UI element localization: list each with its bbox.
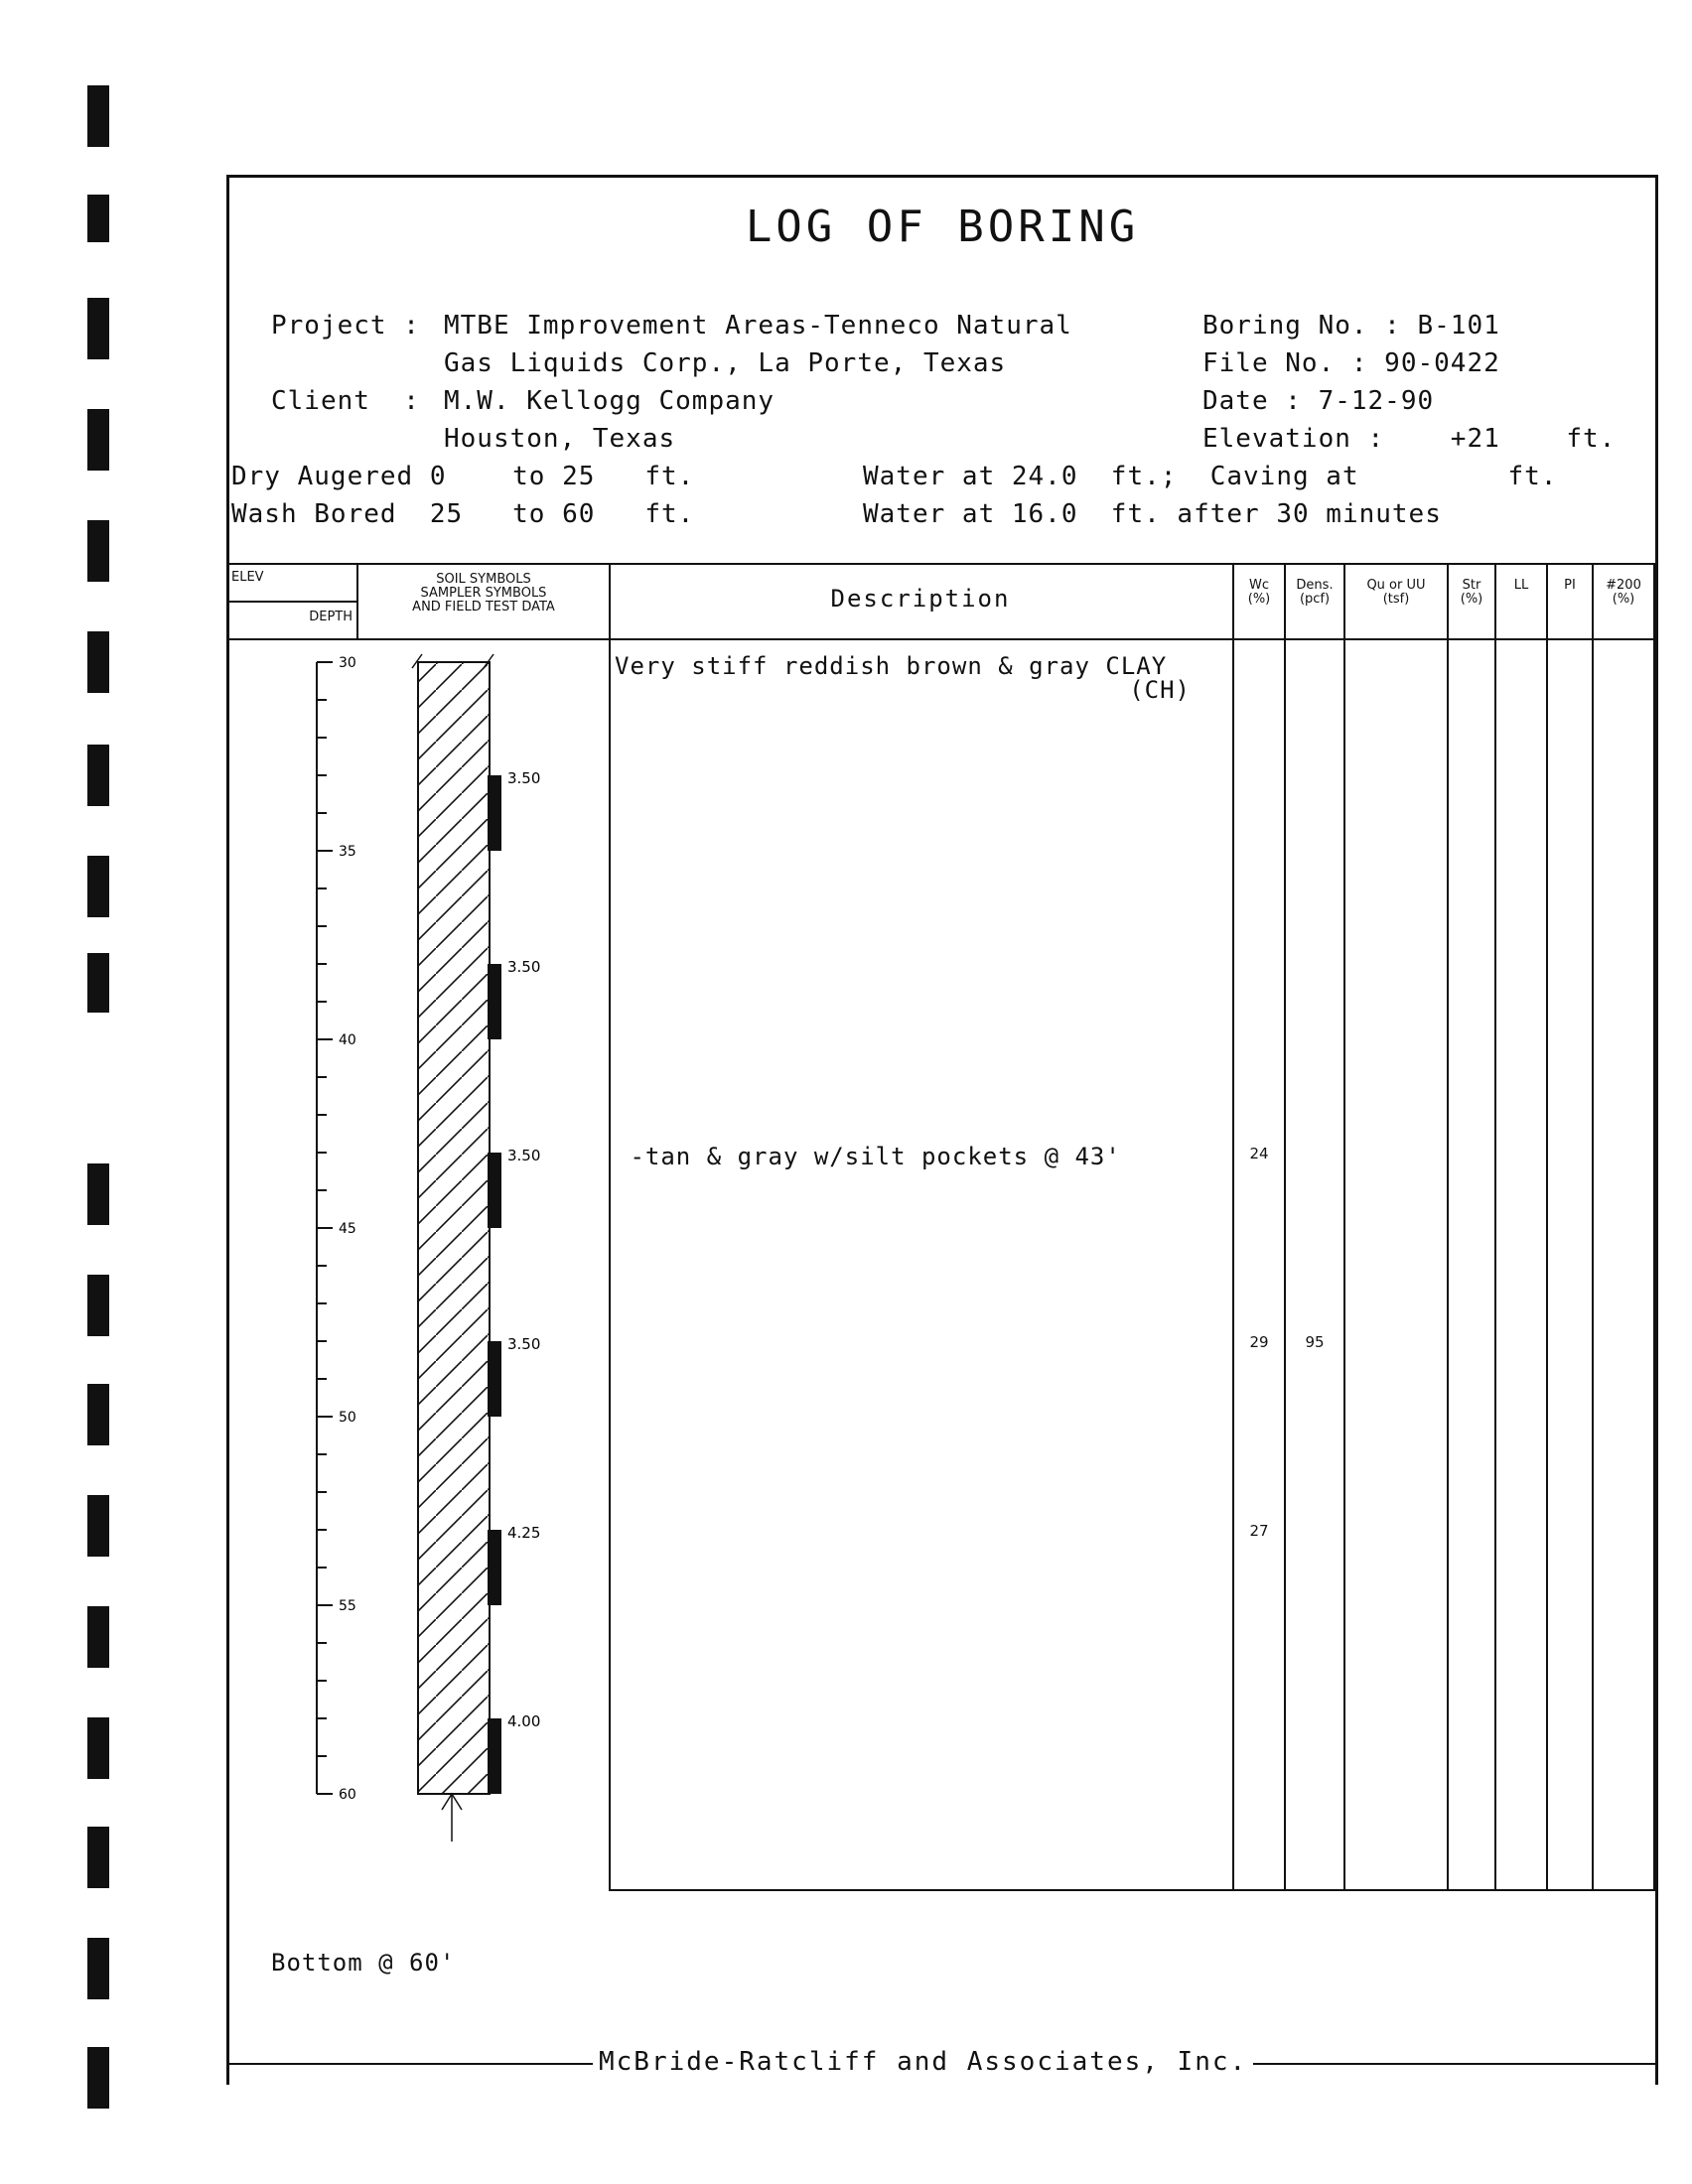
dens-value: 95 [1305,1333,1325,1351]
water-level-1: Water at 24.0 ft.; Caving at ft. [863,462,1558,491]
depth-tick-label: 50 [339,1410,356,1426]
sampler-symbols [488,769,540,1794]
wc-value: 29 [1249,1333,1269,1351]
binder-mark [87,1717,109,1779]
client-line-1: M.W. Kellogg Company [444,386,776,416]
soil-symbols-header [358,573,609,614]
client-label: Client : [271,386,420,416]
binder-mark [87,1163,109,1225]
soil-header-line: SAMPLER SYMBOLS [420,586,547,601]
soil-header-line: AND FIELD TEST DATA [412,600,555,614]
table-bottom-border [609,1889,1655,1891]
qu-header [1345,579,1447,607]
binder-mark [87,85,109,147]
depth-tick-label: 60 [339,1787,356,1803]
col-divider [1592,563,1594,1891]
sampler-symbol [488,1718,501,1794]
depth-tick-label: 30 [339,655,356,671]
log-date: Date : 7-12-90 [1202,386,1435,416]
soil-column-graphic [229,638,609,1919]
binder-mark [87,1495,109,1557]
page-title: LOG OF BORING [745,202,1140,252]
binder-mark [87,2047,109,2109]
pi-header: PI [1564,578,1576,593]
str-header-line: Str [1462,578,1481,593]
depth-scale [317,655,356,1803]
company-name: McBride-Ratcliff and Associates, Inc. [593,2047,1253,2077]
qu-header-line: Qu or UU [1366,578,1426,593]
sampler-symbol [488,964,501,1039]
binder-mark [87,1938,109,1999]
depth-tick-label: 45 [339,1221,356,1237]
depth-tick-label: 35 [339,844,356,860]
ll-header: LL [1513,578,1529,593]
dens-header [1286,579,1343,607]
binder-mark [87,631,109,693]
col-divider [1232,563,1234,1891]
sampler-symbol [488,775,501,851]
p200-header-line: #200 [1606,578,1641,593]
client-line-2: Houston, Texas [444,424,676,454]
dens-header-line: Dens. [1296,578,1334,593]
soil-header-line: SOIL SYMBOLS [436,572,531,587]
water-level-2: Water at 16.0 ft. after 30 minutes [863,499,1442,529]
wash-bored: Wash Bored 25 to 60 ft. [231,499,695,529]
table-top-border [229,563,1655,565]
file-number: File No. : 90-0422 [1202,348,1500,378]
binder-mark [87,409,109,471]
footer [229,2045,1655,2085]
qu-header-line: (tsf) [1382,592,1410,607]
field-test-value: 3.50 [507,1147,541,1164]
soil-description: Very stiff reddish brown & gray CLAY [615,652,1168,680]
soil-classification: (CH) [1129,676,1191,704]
sampler-symbol [488,1153,501,1228]
binder-mark [87,953,109,1013]
binder-mark [87,298,109,359]
sampler-symbol [488,1341,501,1417]
depth-header: DEPTH [309,610,352,624]
wc-header-line: (%) [1247,592,1271,607]
p200-header-line: (%) [1612,592,1635,607]
soil-profile [412,654,494,1842]
project-label: Project : [271,311,420,341]
soil-description: -tan & gray w/silt pockets @ 43' [615,1143,1121,1170]
wc-header-line: Wc [1248,578,1269,593]
elev-depth-divider [229,601,356,603]
binder-mark [87,856,109,917]
wc-value: 24 [1249,1145,1269,1162]
binder-mark [87,1606,109,1668]
bottom-note: Bottom @ 60' [271,1949,456,1977]
col-divider [1284,563,1286,1891]
field-test-value: 3.50 [507,769,541,787]
binder-mark [87,520,109,582]
field-test-value: 3.50 [507,958,541,976]
depth-tick-label: 40 [339,1032,356,1048]
elev-header: ELEV [231,570,264,585]
col-divider [1653,563,1655,1891]
field-test-value: 3.50 [507,1335,541,1353]
binder-mark [87,745,109,806]
wc-value: 27 [1249,1522,1269,1540]
binder-mark [87,195,109,242]
project-line-2: Gas Liquids Corp., La Porte, Texas [444,348,1007,378]
depth-tick-label: 55 [339,1598,356,1614]
col-divider [1494,563,1496,1891]
binder-mark [87,1384,109,1445]
col-divider [1343,563,1345,1891]
str-header [1449,579,1494,607]
col-divider [609,563,611,1891]
str-header-line: (%) [1460,592,1483,607]
field-test-value: 4.00 [507,1712,541,1730]
binder-mark [87,1827,109,1888]
field-test-value: 4.25 [507,1524,541,1542]
project-line-1: MTBE Improvement Areas-Tenneco Natural [444,311,1072,341]
boring-log-sheet [226,175,1658,2085]
boring-number: Boring No. : B-101 [1202,311,1500,341]
binder-mark [87,1275,109,1336]
col-divider [1447,563,1449,1891]
dens-header-line: (pcf) [1299,592,1331,607]
dry-augered: Dry Augered 0 to 25 ft. [231,462,695,491]
boring-log-table [229,563,1655,1913]
col-divider [1546,563,1548,1891]
clay-stratum [418,662,490,1794]
elevation: Elevation : +21 ft. [1202,424,1617,454]
p200-header [1594,579,1653,607]
sampler-symbol [488,1530,501,1605]
wc-header [1234,579,1284,607]
description-header: Description [830,585,1011,613]
